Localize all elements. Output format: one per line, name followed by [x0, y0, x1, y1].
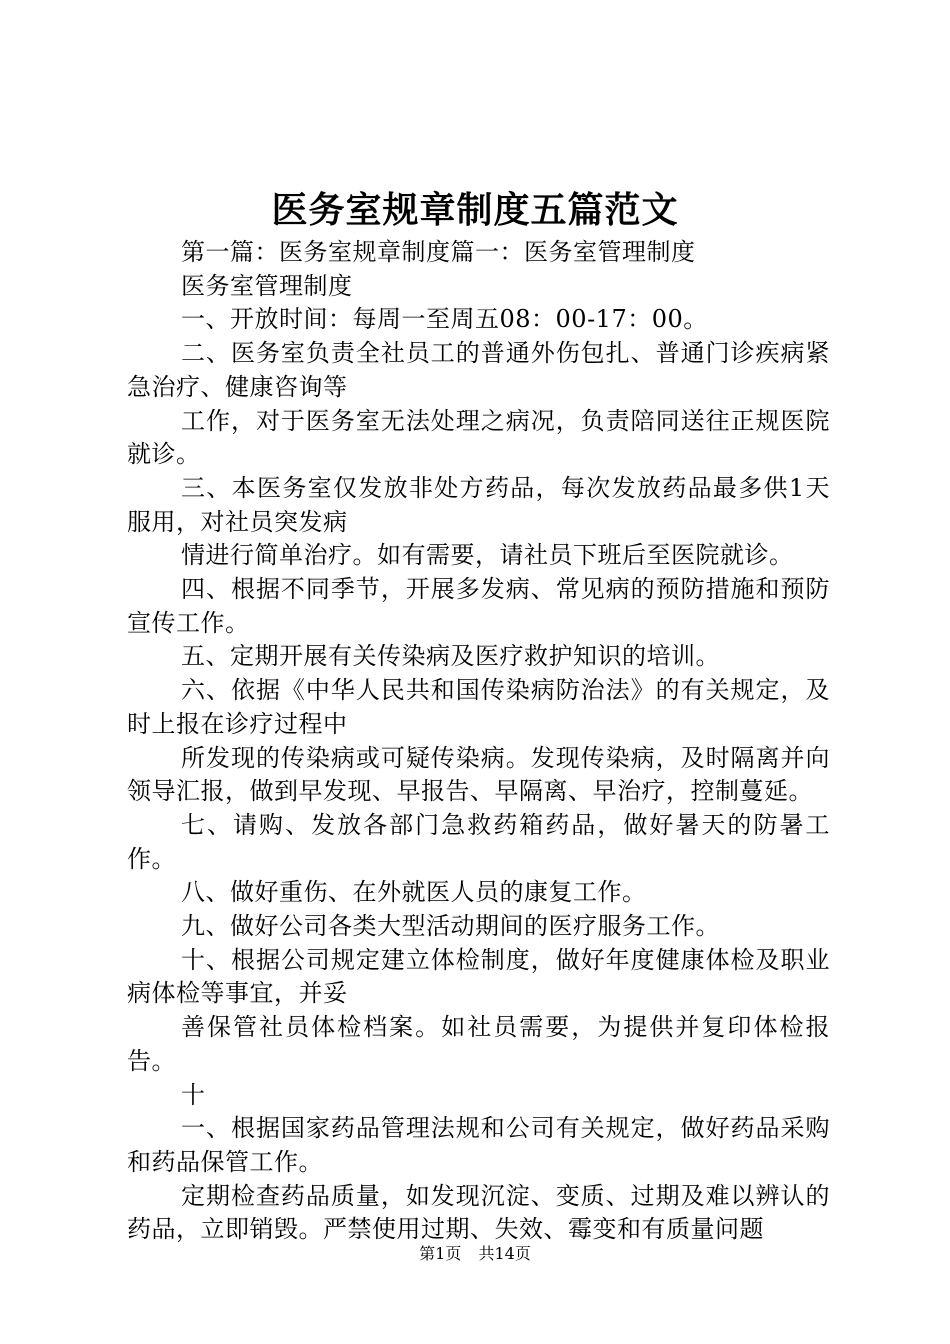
paragraph: 十 — [181, 1080, 206, 1109]
paragraph: 所发现的传染病或可疑传染病。发现传染病，及时隔离并向领导汇报，做到早发现、早报告、早隔离、早治疗，控制蔓延。 — [127, 743, 830, 806]
paragraph: 六、依据《中华人民共和国传染病防治法》的有关规定，及时上报在诊疗过程中 — [127, 676, 830, 738]
paragraph: 定期检查药品质量，如发现沉淀、变质、过期及难以辨认的药品，立即销毁。严禁使用过期、失效、霉变和有质量问题 — [127, 1181, 830, 1244]
paragraph: 十、根据公司规定建立体检制度，做好年度健康体检及职业病体检等事宜，并妥 — [127, 945, 830, 1008]
paragraph: 第一篇：医务室规章制度篇一：医务室管理制度 — [181, 238, 696, 266]
paragraph: 五、定期开展有关传染病及医疗救护知识的培训。 — [181, 642, 720, 671]
paragraph: 情进行简单治疗。如有需要，请社员下班后至医院就诊。 — [181, 541, 794, 570]
document-body — [127, 236, 830, 1247]
paragraph: 四、根据不同季节，开展多发病、常见病的预防措施和预防宣传工作。 — [127, 575, 830, 637]
paragraph: 八、做好重伤、在外就医人员的康复工作。 — [181, 878, 647, 907]
page-footer — [0, 1244, 950, 1264]
paragraph: 九、做好公司各类大型活动期间的医疗服务工作。 — [181, 912, 720, 941]
paragraph: 一、开放时间：每周一至周五08：00-17：00。 — [181, 305, 708, 334]
paragraph: 二、医务室负责全社员工的普通外伤包扎、普通门诊疾病紧急治疗、健康咨询等 — [127, 339, 830, 401]
document-title: 医务室规章制度五篇范文 — [271, 189, 679, 231]
paragraph: 一、根据国家药品管理法规和公司有关规定，做好药品采购和药品保管工作。 — [127, 1114, 830, 1176]
paragraph: 七、请购、发放各部门急救药箱药品，做好暑天的防暑工作。 — [127, 810, 830, 873]
paragraph: 善保管社员体检档案。如社员需要，为提供并复印体检报告。 — [127, 1013, 830, 1075]
paragraph: 医务室管理制度 — [181, 271, 353, 300]
paragraph: 工作，对于医务室无法处理之病况，负责陪同送往正规医院就诊。 — [127, 406, 830, 469]
page-number: 第1页 — [419, 1244, 462, 1263]
paragraph: 三、本医务室仅发放非处方药品，每次发放药品最多供1天服用，对社员突发病 — [127, 473, 830, 536]
total-pages: 共14页 — [478, 1244, 531, 1263]
